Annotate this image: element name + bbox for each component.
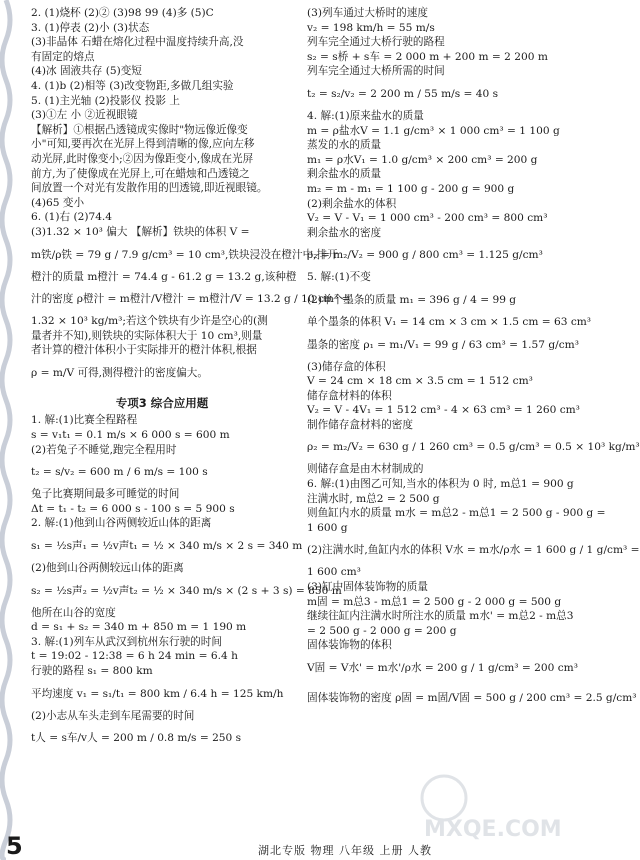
- answer-line: (3)缸中固体装饰物的质量: [307, 581, 428, 594]
- answer-line: 列车完全通过大桥所需的时间: [307, 65, 445, 78]
- formula-line: s₂ = ½s声₂ = ½v声t₂ = ½ × 340 m/s × (2 s + 3 s) = 850 m: [31, 584, 342, 597]
- formula-line: (2)注满水时,鱼缸内水的体积 V水 = m水/ρ水 = 1 600 g / 1 g/cm³ =: [307, 544, 640, 557]
- answer-line: (4)冰 固液共存 (5)变短: [31, 65, 142, 78]
- formula-line: 平均速度 v₁ = s₁/t₁ = 800 km / 6.4 h = 125 km/h: [31, 687, 284, 700]
- formula-line: V固 = V水' = m水'/ρ水 = 200 g / 1 g/cm³ = 200 cm³: [307, 662, 578, 674]
- right-column: [307, 6, 640, 713]
- answer-line: 橙汁的质量 m橙汁 = 74.4 g - 61.2 g = 13.2 g,该种橙: [31, 270, 297, 283]
- answer-line: V₂ = V - V₁ = 1 000 cm³ - 200 cm³ = 800 cm³: [307, 212, 548, 225]
- answer-line: t = 19:02 - 12:38 = 6 h 24 min = 6.4 h: [31, 650, 238, 663]
- answer-line: Δt = t₁ - t₂ = 6 000 s - 100 s = 5 900 s: [31, 502, 235, 515]
- answer-line: m₂ = m - m₁ = 1 100 g - 200 g = 900 g: [307, 182, 515, 195]
- section-heading: 专项3 综合应用题: [115, 395, 209, 410]
- answer-line: (3)列车通过大桥时的速度: [307, 7, 428, 19]
- answer-line: 1. 解:(1)比赛全程路程: [31, 414, 138, 427]
- answer-line: s₂ = s桥 + s车 = 2 000 m + 200 m = 2 200 m: [307, 50, 548, 63]
- watermark-logo: [414, 770, 564, 844]
- answer-line: 行驶的路程 s₁ = 800 km: [31, 665, 153, 677]
- answer-line: 单个墨条的体积 V₁ = 14 cm × 3 cm × 1.5 cm = 63 cm³: [307, 315, 592, 328]
- answer-line: 制作储存盒材料的密度: [307, 418, 413, 431]
- formula-line: t₂ = s₂/v₂ = 2 200 m / 55 m/s = 40 s: [307, 87, 499, 100]
- answer-line: 1 600 cm³: [307, 566, 361, 579]
- answer-line: (2)剩余盐水的体积: [307, 197, 397, 210]
- formula-line: t人 = s车/v人 = 200 m / 0.8 m/s = 250 s: [31, 732, 242, 745]
- answer-line: (3)储存盒的体积: [307, 360, 386, 373]
- answer-line: 兔子比赛期间最多可睡觉的时间: [31, 488, 180, 501]
- analysis-line: 小"可知,要再次在光屏上得到清晰的像,应向左移: [31, 138, 255, 151]
- answer-line: (4)65 变小: [31, 196, 85, 209]
- answer-line: 继续往缸内注满水时所注水的质量 m水' = m总2 - m总3: [307, 610, 574, 623]
- answer-line: 6. 解:(1)由图乙可知,当水的体积为 0 时, m总1 = 900 g: [307, 478, 574, 491]
- answer-line: 1.32 × 10³ kg/m³;若这个铁块有少许是空心的(测: [31, 315, 268, 328]
- analysis-line: 动光屏,此时像变小;②因为像距变小,像成在光屏: [31, 152, 254, 165]
- answer-line: m = ρ盐水V = 1.1 g/cm³ × 1 000 cm³ = 1 100 g: [307, 124, 560, 137]
- answer-line: 6. (1)右 (2)74.4: [31, 211, 113, 224]
- formula-line: 固体装饰物的密度 ρ固 = m固/V固 = 500 g / 200 cm³ = 2.5 g/cm³: [307, 692, 637, 704]
- answer-line: 列车完全通过大桥行驶的路程: [307, 36, 445, 49]
- answer-line: V₂ = V - 4V₁ = 1 512 cm³ - 4 × 63 cm³ = 1 260 cm³: [307, 404, 580, 417]
- answer-line: V = 24 cm × 18 cm × 3.5 cm = 1 512 cm³: [307, 375, 533, 388]
- formula-line: m铁/ρ铁 = 79 g / 7.9 g/cm³ = 10 cm³,铁块浸没在橙汁中,排开: [31, 248, 338, 261]
- answer-line: m₁ = ρ水V₁ = 1.0 g/cm³ × 200 cm³ = 200 g: [307, 153, 538, 166]
- formula-line: ρ₂ = m₂/V₂ = 900 g / 800 cm³ = 1.125 g/cm³: [307, 249, 543, 262]
- answer-line: 剩余盐水的质量: [307, 168, 382, 181]
- answer-line: 剩余盐水的密度: [307, 226, 382, 239]
- analysis-line: 【解析】①根据凸透镜成实像时"物远像近像变: [31, 123, 248, 136]
- answer-line: 1 600 g: [307, 521, 348, 534]
- formula-line: 汁的密度 ρ橙汁 = m橙汁/V橙汁 = m橙汁/V = 13.2 g / 10 cm³ =: [31, 293, 351, 306]
- analysis-line: 间放置一个对光有发散作用的凹透镜,即近视眼镜。: [31, 182, 268, 195]
- answer-line: 注满水时, m总2 = 2 500 g: [307, 492, 440, 505]
- answer-line: 则储存盒是由木材制成的: [307, 463, 424, 476]
- answer-line: = 2 500 g - 2 000 g = 200 g: [307, 624, 457, 637]
- formula-line: s₁ = ½s声₁ = ½v声t₁ = ½ × 340 m/s × 2 s = 340 m: [31, 540, 303, 553]
- answer-line: m固 = m总3 - m总1 = 2 500 g - 2 000 g = 500 g: [307, 595, 562, 608]
- answer-line: d = s₁ + s₂ = 340 m + 850 m = 1 190 m: [31, 621, 247, 634]
- answer-line: 蒸发的水的质量: [307, 139, 382, 152]
- analysis-line: 前方,为了使像成在光屏上,可在蜡烛和凸透镜之: [31, 167, 250, 180]
- answer-line: 2. (1)烧杯 (2)② (3)98 99 (4)多 (5)C: [31, 7, 214, 19]
- answer-line: 固体装饰物的体积: [307, 639, 392, 652]
- answer-line: (2)小志从车头走到车尾需要的时间: [31, 709, 195, 722]
- answer-line: 者计算的橙汁体积小于实际排开的橙汁体积,根据: [31, 344, 257, 357]
- answer-line: (2)若兔子不睡觉,跑完全程用时: [31, 443, 177, 456]
- page-footer: [0, 832, 574, 860]
- answer-line: 他所在山谷的宽度: [31, 606, 116, 619]
- answer-line: 4. 解:(1)原来盐水的质量: [307, 109, 424, 122]
- answer-line: 5. (1)主光轴 (2)投影仪 投影 上: [31, 94, 180, 107]
- answer-line: (3)非晶体 石蜡在熔化过程中温度持续升高,没: [31, 36, 244, 49]
- answer-line: (2)他到山谷两侧较远山体的距离: [31, 562, 184, 575]
- formula-line: ρ₂ = m₂/V₂ = 630 g / 1 260 cm³ = 0.5 g/cm³ = 0.5 × 10³ kg/m³: [307, 441, 640, 454]
- answer-line: 5. 解:(1)不变: [307, 271, 371, 284]
- answer-line: s = v₁t₁ = 0.1 m/s × 6 000 s = 600 m: [31, 429, 230, 442]
- answer-line: 储存盒材料的体积: [307, 389, 392, 402]
- answer-line: 3. 解:(1)列车从武汉到杭州东行驶的时间: [31, 635, 222, 648]
- answer-line: (3)①左 小 ②近视眼镜: [31, 109, 138, 122]
- formula-line: 墨条的密度 ρ₁ = m₁/V₁ = 99 g / 63 cm³ = 1.57 g/cm³: [307, 338, 579, 351]
- formula-line: ρ = m/V 可得,测得橙汁的密度偏大。: [31, 366, 208, 379]
- formula-line: (2)单个墨条的质量 m₁ = 396 g / 4 = 99 g: [307, 293, 517, 306]
- answer-line: 则鱼缸内水的质量 m水 = m总2 - m总1 = 2 500 g - 900 g =: [307, 507, 606, 520]
- answer-line: (3)1.32 × 10³ 偏大 【解析】铁块的体积 V =: [31, 225, 250, 238]
- answer-line: 2. 解:(1)他到山谷两侧较近山体的距离: [31, 517, 212, 530]
- page-left-edge-decoration: [0, 0, 26, 860]
- watermark-text: MXQE.COM: [424, 817, 562, 842]
- answer-line: 量者并不知),则铁块的实际体积大于 10 cm³,则量: [31, 329, 263, 342]
- answer-line: v₂ = 198 km/h = 55 m/s: [307, 21, 435, 34]
- page-number: 5: [6, 832, 23, 860]
- formula-line: t₂ = s/v₂ = 600 m / 6 m/s = 100 s: [31, 466, 208, 479]
- footer-text: 湖北专版 物理 八年级 上册 人教: [258, 844, 432, 857]
- answer-line: 4. (1)b (2)相等 (3)改变物距,多做几组实验: [31, 79, 234, 92]
- answer-line: 3. (1)停表 (2)小 (3)状态: [31, 21, 150, 34]
- answer-line: 有固定的熔点: [31, 50, 95, 63]
